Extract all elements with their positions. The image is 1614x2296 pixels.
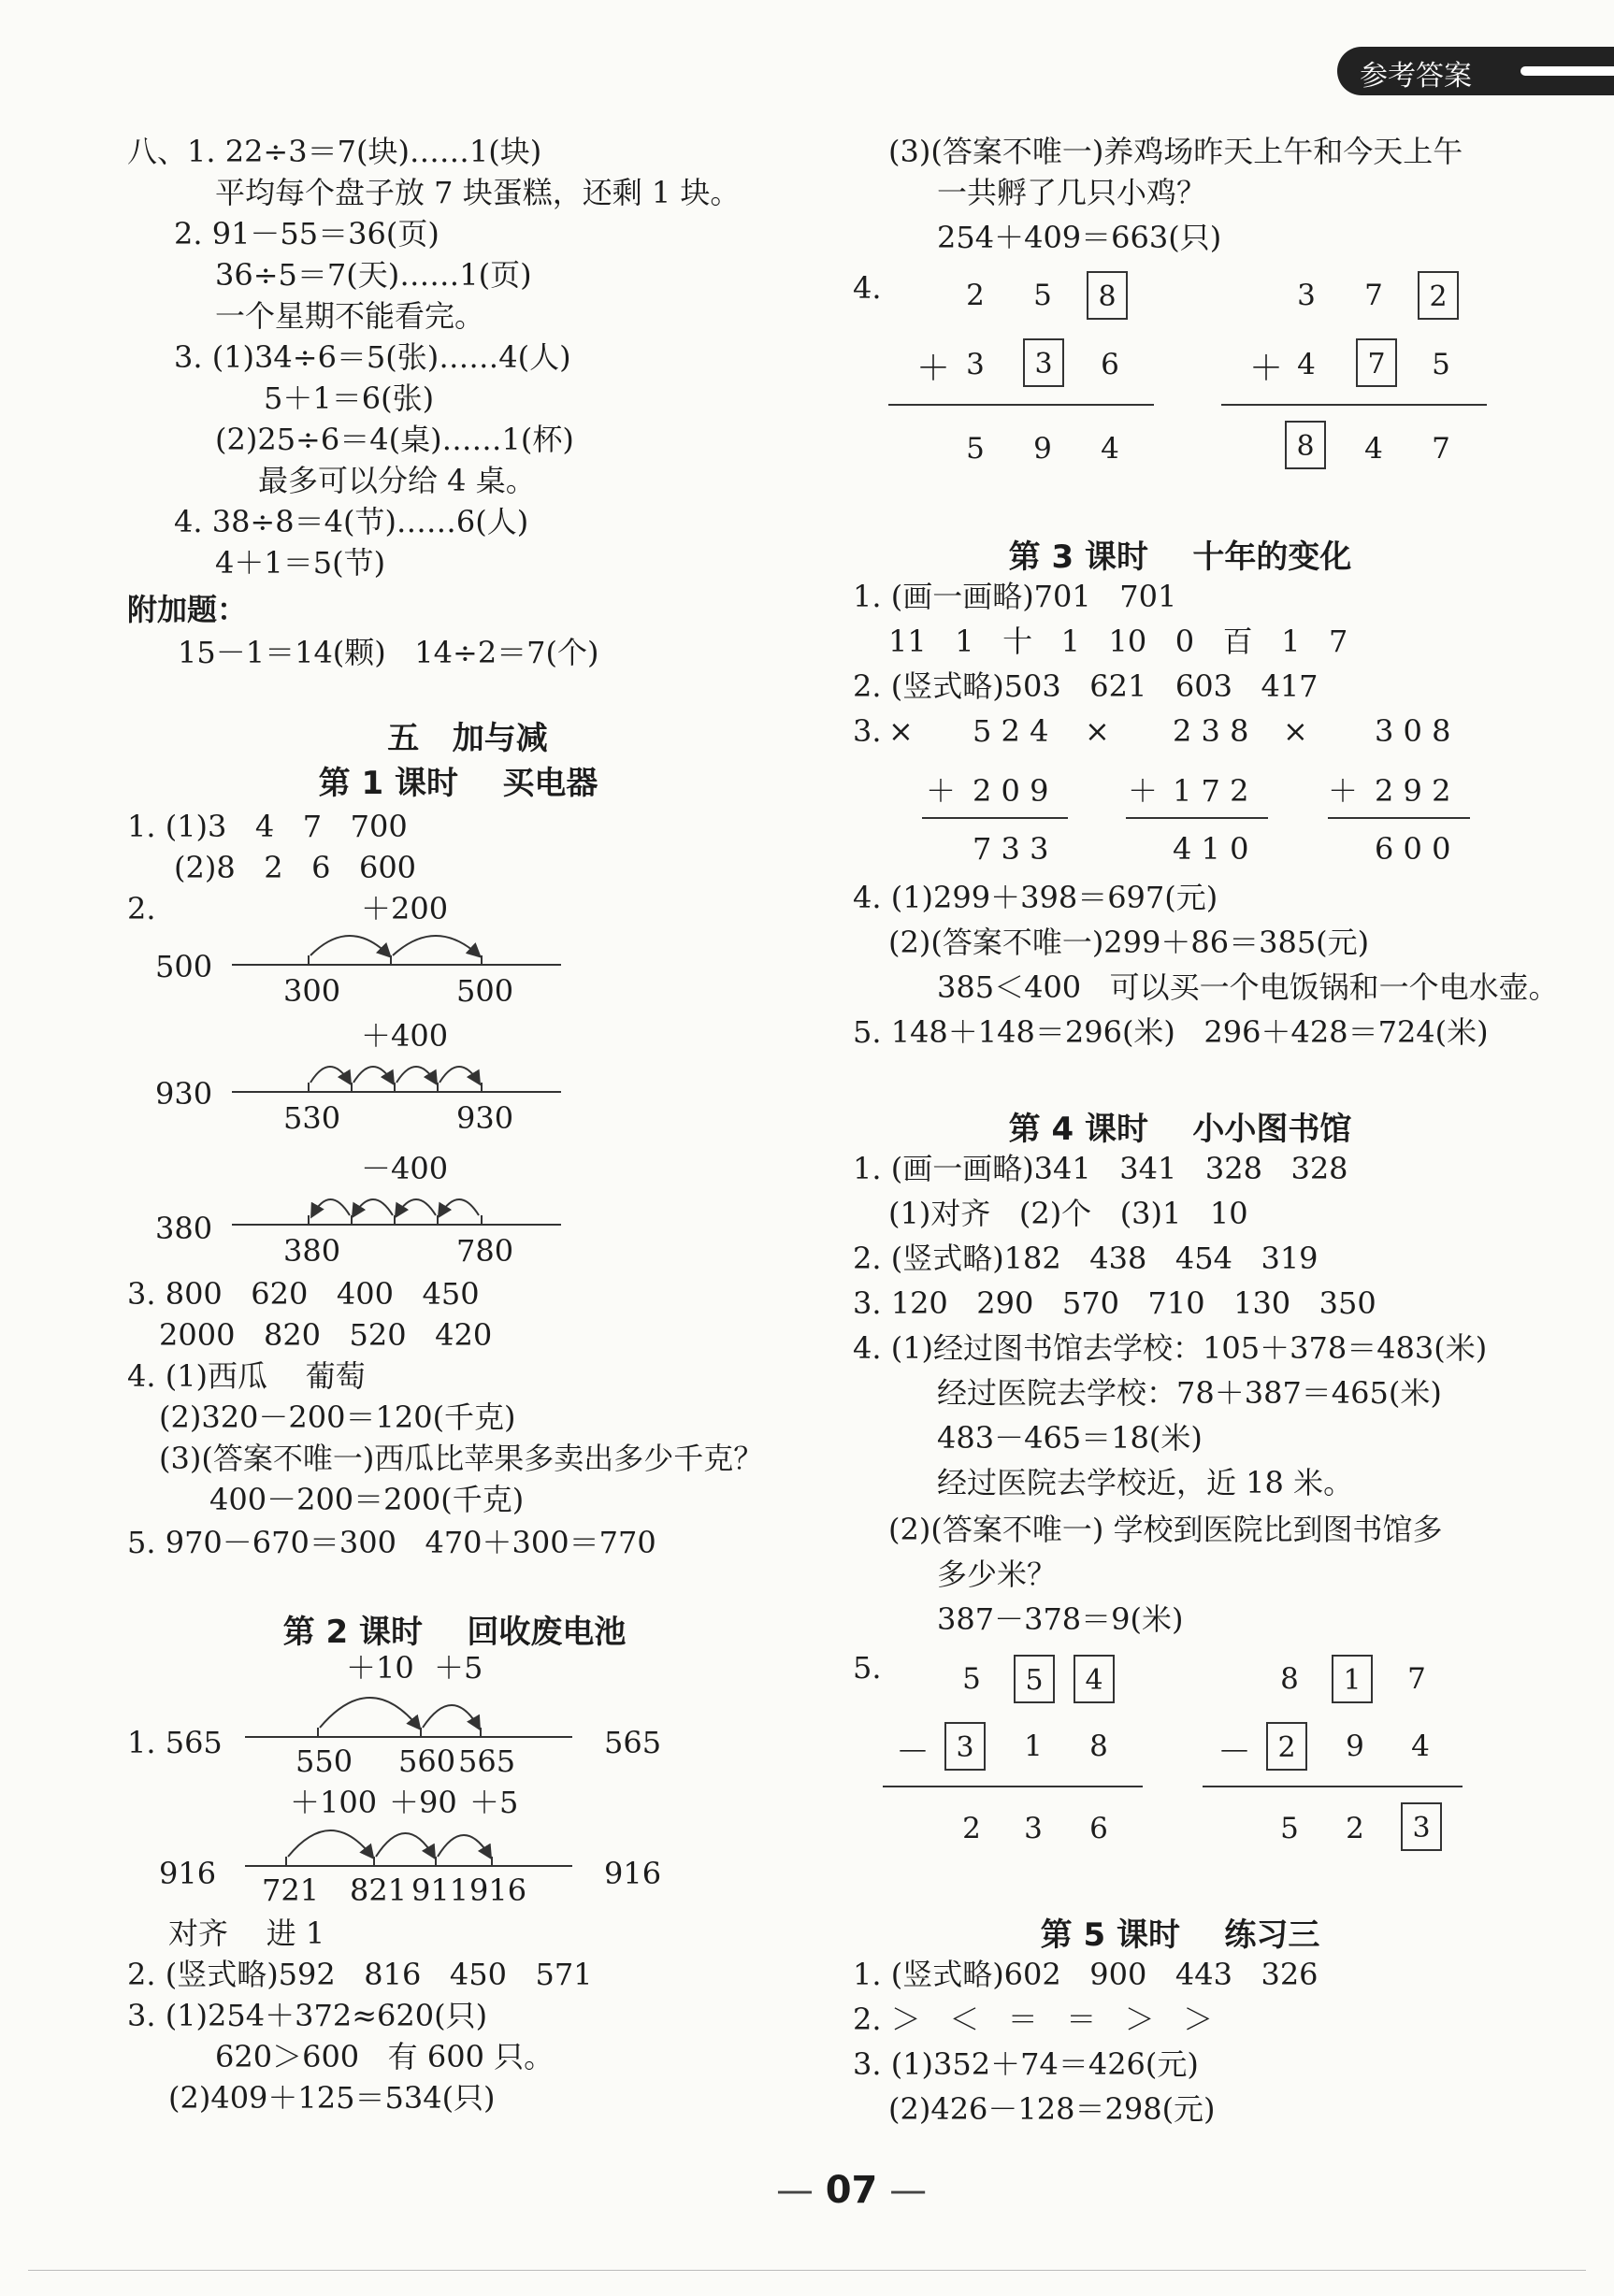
sub1-m1: 1 — [1024, 1729, 1043, 1763]
nl2-b: 930 — [456, 1100, 514, 1136]
page-number-dash-right: — — [877, 2169, 928, 2212]
nl5-d: 916 — [469, 1873, 527, 1908]
nl1-b: 500 — [456, 973, 514, 1009]
v2-bar — [1126, 817, 1268, 819]
nl4-arc-1 — [320, 1698, 419, 1728]
add1-bar — [888, 404, 1154, 406]
l1-q1b: (2)8 2 6 600 — [174, 850, 417, 885]
sub2-r0: 5 — [1280, 1812, 1299, 1845]
page-number-dash-left: — — [776, 2169, 826, 2212]
add1-t0: 2 — [966, 279, 985, 312]
l4-q2: 2. (竖式略)182 438 454 319 — [853, 1241, 1319, 1276]
sub1-bar — [883, 1786, 1143, 1787]
nl5-arc-1 — [288, 1830, 372, 1857]
lesson4-title: 第 4 课时 小小图书馆 — [1008, 1111, 1352, 1148]
nl5-op1: ＋100 — [290, 1785, 378, 1820]
v3-bar — [1328, 817, 1470, 819]
sec8-line-11: 4＋1＝5(节) — [215, 545, 386, 581]
l1-q4b: (2)320－200＝120(千克) — [159, 1399, 516, 1435]
add2-box-m1: 7 — [1356, 338, 1397, 387]
footer-rule — [28, 2270, 1586, 2271]
l1-q5: 5. 970－670＝300 470＋300＝770 — [127, 1525, 656, 1560]
l1-q1a: 1. (1)3 4 7 700 — [127, 809, 408, 844]
r4-label: 4. — [853, 270, 882, 306]
sec8-line-9: 最多可以分给 4 桌。 — [258, 463, 536, 498]
sub1-box-t1: 5 — [1014, 1655, 1055, 1703]
lesson5-title: 第 5 课时 练习三 — [1040, 1916, 1320, 1954]
add1-r0: 5 — [966, 432, 985, 466]
sub2-box-m0: 2 — [1266, 1722, 1307, 1771]
v1-top: 5 2 4 — [973, 713, 1049, 749]
add2-bar — [1221, 404, 1487, 406]
nl4-end: 565 — [604, 1725, 662, 1760]
sub1-m2: 8 — [1089, 1729, 1108, 1763]
nl3-start: 380 — [155, 1211, 213, 1246]
nl1-start: 500 — [155, 949, 213, 984]
nl3-a: 380 — [283, 1233, 341, 1269]
add2-t1: 7 — [1364, 279, 1383, 312]
add1-r1: 9 — [1033, 432, 1052, 466]
sub2-m1: 9 — [1346, 1729, 1364, 1763]
nl3-b: 780 — [456, 1233, 514, 1269]
nl1-op: ＋200 — [361, 891, 449, 926]
nl4-q: 1. 565 — [127, 1725, 223, 1760]
v2-mid: 1 7 2 — [1173, 773, 1249, 809]
sec8-line-6: 3. (1)34÷6＝5(张)……4(人) — [174, 339, 571, 375]
l4-q4b: 经过医院去学校：78＋387＝465(米) — [937, 1375, 1442, 1411]
nl1-a: 300 — [283, 973, 341, 1009]
l3-q1a: 1. (画一画略)701 701 — [853, 579, 1177, 614]
nl1-arc-2 — [393, 936, 479, 955]
l2-q3a: 3. (1)254＋372≈620(只) — [127, 1998, 488, 2033]
sub1-r0: 2 — [962, 1812, 981, 1845]
nl2-arc-1 — [310, 1067, 350, 1083]
lesson3-title: 第 3 课时 十年的变化 — [1008, 538, 1352, 576]
sec8-line-3: 2. 91－55＝36(页) — [174, 216, 440, 251]
add1-t1: 5 — [1033, 279, 1052, 312]
nl3-arc-3 — [353, 1199, 393, 1215]
l5-q1: 1. (竖式略)602 900 443 326 — [853, 1957, 1319, 1992]
l1-q2: 2. — [127, 891, 156, 926]
sec8-line-2: 平均每个盘子放 7 块蛋糕，还剩 1 块。 — [215, 175, 741, 210]
l1-q3a: 3. 800 620 400 450 — [127, 1276, 480, 1312]
v2-plus: ＋ — [1128, 773, 1159, 809]
l2-q3b: 620＞600 有 600 只。 — [215, 2039, 555, 2074]
extra-title: 附加题： — [127, 592, 248, 627]
l4-q5-label: 5. — [853, 1650, 882, 1686]
add1-plus: ＋ — [916, 350, 951, 388]
nl2-arc-3 — [396, 1067, 436, 1083]
add2-plus: ＋ — [1249, 350, 1284, 388]
l4-q3: 3. 120 290 570 710 130 350 — [853, 1285, 1376, 1321]
l2-align: 对齐 进 1 — [168, 1916, 325, 1951]
sub1-t0: 5 — [962, 1662, 981, 1696]
add1-box-m1: 3 — [1023, 338, 1064, 387]
sub2-t0: 8 — [1280, 1662, 1299, 1696]
nl2-arc-4 — [440, 1067, 479, 1083]
l4-q1a: 1. (画一画略)341 341 328 328 — [853, 1151, 1348, 1186]
sec8-line-10: 4. 38÷8＝4(节)……6(人) — [174, 504, 529, 539]
nl5-c: 911 — [411, 1873, 469, 1908]
l4-q4e: (2)(答案不唯一) 学校到医院比到图书馆多 — [888, 1512, 1443, 1547]
nl3-arc-4 — [312, 1199, 350, 1215]
l4-q1b: (1)对齐 (2)个 (3)1 10 — [888, 1196, 1248, 1231]
v3-cross: × — [1283, 713, 1308, 749]
sec8-line-7: 5＋1＝6(张) — [264, 380, 435, 416]
sec8-line-4: 36÷5＝7(天)……1(页) — [215, 257, 532, 293]
r3b: 一共孵了几只小鸡？ — [937, 175, 1207, 210]
l4-q4f: 多少米？ — [937, 1557, 1058, 1592]
sub1-box-m0: 3 — [944, 1722, 986, 1771]
sub1-r2: 6 — [1089, 1812, 1108, 1845]
v2-cross: × — [1085, 713, 1110, 749]
nl3-arc-2 — [396, 1199, 436, 1215]
v1-bar — [922, 817, 1068, 819]
sub2-box-r2: 3 — [1401, 1802, 1442, 1851]
v3-top: 3 0 8 — [1375, 713, 1451, 749]
l3-q4b: (2)(答案不唯一)299＋86＝385(元) — [888, 925, 1370, 960]
l4-q4g: 387－378＝9(米) — [937, 1601, 1184, 1637]
nl5-a: 721 — [262, 1873, 320, 1908]
v1-mid: 2 0 9 — [973, 773, 1049, 809]
l4-q4d: 经过医院去学校近，近 18 米。 — [937, 1465, 1354, 1500]
nl1-arc-1 — [310, 936, 389, 955]
add1-r2: 4 — [1101, 432, 1119, 466]
sub2-bar — [1203, 1786, 1463, 1787]
nl5-arc-3 — [438, 1835, 490, 1857]
l1-q3b: 2000 820 520 420 — [159, 1317, 493, 1353]
page-number — [776, 2169, 927, 2212]
nl3-arc-1 — [440, 1199, 479, 1215]
nl5-b: 821 — [350, 1873, 408, 1908]
nl2-arc-2 — [353, 1067, 393, 1083]
page-number-value: 07 — [825, 2169, 878, 2212]
add1-box-t2: 8 — [1087, 271, 1128, 320]
nl4-c: 565 — [458, 1744, 516, 1779]
sub1-r1: 3 — [1024, 1812, 1043, 1845]
l3-q4c: 385＜400 可以买一个电饭锅和一个电水壶。 — [937, 969, 1559, 1005]
r3c: 254＋409＝663(只) — [937, 220, 1222, 255]
add2-m2: 5 — [1432, 348, 1450, 381]
nl5-arc-2 — [376, 1833, 434, 1857]
nl5-op2: ＋90 — [389, 1785, 457, 1820]
v3-mid: 2 9 2 — [1375, 773, 1451, 809]
lesson2-title: 第 2 课时 回收废电池 — [282, 1614, 627, 1651]
nl4-a: 550 — [295, 1744, 353, 1779]
v1-res: 7 3 3 — [973, 831, 1049, 867]
nl2-op: ＋400 — [361, 1018, 449, 1054]
sub2-t2: 7 — [1407, 1662, 1426, 1696]
l3-q3: 3. — [853, 713, 882, 749]
nl4-op1: ＋10 — [346, 1650, 414, 1686]
l3-q5: 5. 148＋148＝296(米) 296＋428＝724(米) — [853, 1014, 1489, 1050]
add2-m0: 4 — [1297, 348, 1316, 381]
l5-q3b: (2)426－128＝298(元) — [888, 2091, 1216, 2127]
nl4-arc-2 — [423, 1705, 479, 1728]
extra-line: 15－1＝14(颗) 14÷2＝7(个) — [178, 635, 599, 670]
unit-title: 五 加与减 — [387, 720, 548, 757]
nl2-a: 530 — [283, 1100, 341, 1136]
add2-t0: 3 — [1297, 279, 1316, 312]
l5-q2: 2. ＞ ＜ ＝ ＝ ＞ ＞ — [853, 2002, 1214, 2037]
sub2-minus: － — [1218, 1733, 1252, 1772]
add2-r2: 7 — [1432, 432, 1450, 466]
l1-q4d: 400－200＝200(千克) — [209, 1482, 525, 1517]
add2-r1: 4 — [1364, 432, 1383, 466]
l3-q2: 2. (竖式略)503 621 603 417 — [853, 668, 1319, 704]
l2-q3c: (2)409＋125＝534(只) — [168, 2080, 496, 2116]
l2-q2: 2. (竖式略)592 816 450 571 — [127, 1957, 593, 1992]
v3-plus: ＋ — [1328, 773, 1359, 809]
v2-res: 4 1 0 — [1173, 831, 1249, 867]
sub1-minus: － — [896, 1733, 930, 1772]
sec8-line-8: (2)25÷6＝4(桌)……1(杯) — [215, 422, 574, 457]
r3a: (3)(答案不唯一)养鸡场昨天上午和今天上午 — [888, 134, 1463, 169]
nl5-end: 916 — [604, 1856, 662, 1891]
l3-q1b: 11 1 十 1 10 0 百 1 7 — [888, 624, 1348, 659]
l5-q3a: 3. (1)352＋74＝426(元) — [853, 2046, 1199, 2082]
nl2-start: 930 — [155, 1076, 213, 1112]
v1-cross: × — [888, 713, 914, 749]
add1-m0: 3 — [966, 348, 985, 381]
lesson1-title: 第 1 课时 买电器 — [318, 765, 598, 802]
v1-plus: ＋ — [926, 773, 957, 809]
v2-top: 2 3 8 — [1173, 713, 1249, 749]
sub1-box-t2: 4 — [1074, 1655, 1115, 1703]
sec8-line-1: 八、1. 22÷3＝7(块)……1(块) — [127, 134, 542, 169]
nl3-op: －400 — [361, 1151, 449, 1186]
sub2-r1: 2 — [1346, 1812, 1364, 1845]
l1-q4a: 4. (1)西瓜 葡萄 — [127, 1358, 366, 1394]
nl5-q: 916 — [159, 1856, 217, 1891]
l3-q4a: 4. (1)299＋398＝697(元) — [853, 880, 1218, 915]
add2-box-t2: 2 — [1418, 271, 1459, 320]
l1-q4c: (3)(答案不唯一)西瓜比苹果多卖出多少千克？ — [159, 1441, 764, 1476]
sub2-box-t1: 1 — [1332, 1655, 1373, 1703]
l4-q4c: 483－465＝18(米) — [937, 1420, 1203, 1456]
v3-res: 6 0 0 — [1375, 831, 1451, 867]
answer-key-label: 参考答案 — [1360, 60, 1472, 93]
nl4-op2: ＋5 — [434, 1650, 483, 1686]
sec8-line-5: 一个星期不能看完。 — [215, 298, 485, 334]
nl4-b: 560 — [398, 1744, 456, 1779]
sub2-m2: 4 — [1411, 1729, 1430, 1763]
add2-box-r0: 8 — [1285, 421, 1326, 469]
nl5-op3: ＋5 — [469, 1785, 519, 1820]
add1-m2: 6 — [1101, 348, 1119, 381]
l4-q4a: 4. (1)经过图书馆去学校：105＋378＝483(米) — [853, 1330, 1488, 1366]
